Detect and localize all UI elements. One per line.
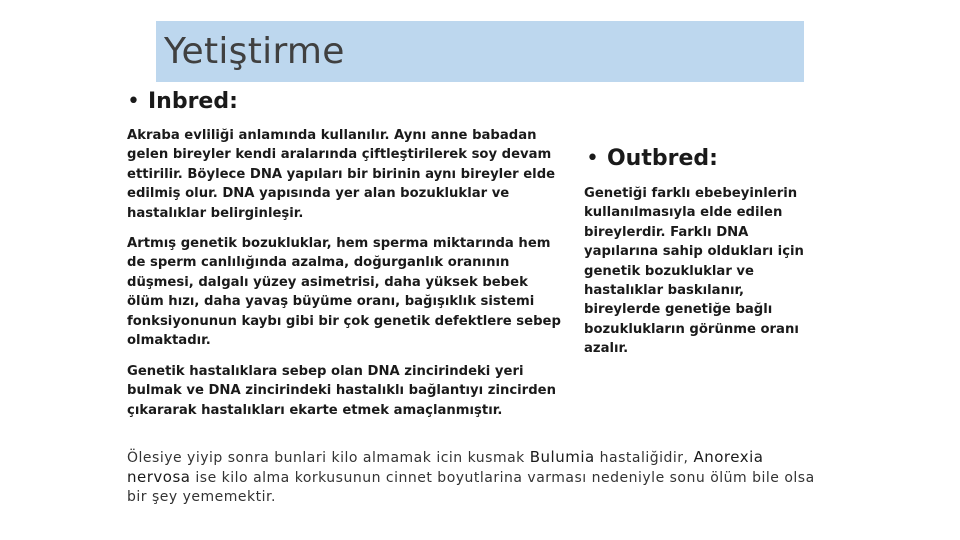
- bottom-note-part-1: Ölesiye yiyip sonra bunlari kilo almamak icin kusmak: [127, 450, 530, 466]
- slide-title: Yetiştirme: [164, 31, 345, 72]
- inbred-paragraph-1: Akraba evliliği anlamında kullanılır. Aynı anne babadan gelen bireyler kendi aralarında çiftleştirilerek soy devam ettirilir. Böylece DNA yapıları bir birinin aynı bireyler elde edilmiş olur. DNA yapısında yer alan bozukluklar ve hastalıklar belirginleşir.: [127, 128, 556, 221]
- bottom-note: [127, 448, 827, 507]
- outbred-heading: [586, 145, 718, 173]
- inbred-paragraph-2: Artmış genetik bozukluklar, hem sperma miktarında hem de sperm canlılığında azalma, doğurganlık oranının düşmesi, dalgalı yüzey asimetrisi, daha yüksek bebek ölüm hızı, daha yavaş büyüme oranı, bağışıklık sistemi fonksiyonunun kaybı gibi bir çok genetik defektlere sebep olmaktadır.: [127, 236, 561, 349]
- bottom-note-part-2: hastaliğidir,: [594, 450, 694, 466]
- inbred-paragraph-3: Genetik hastalıklara sebep olan DNA zincirindeki yeri bulmak ve DNA zincirindeki hastalıklı bağlantıyı zincirden çıkararak hastalıkları ekarte etmek amaçlanmıştır.: [127, 364, 556, 418]
- inbred-heading: [127, 88, 238, 116]
- inbred-heading-text: Inbred:: [147, 89, 238, 114]
- term-anorexia-nervosa: Anorexia nervosa: [127, 448, 764, 486]
- bullet-icon: •: [127, 89, 140, 114]
- title-bar: [156, 21, 804, 82]
- outbred-heading-text: Outbred:: [606, 146, 718, 171]
- bullet-icon: •: [586, 146, 599, 171]
- bottom-note-part-3: ise kilo alma korkusunun cinnet boyutlarina varması nedeniyle sonu ölüm bile olsa bir şey yememektir.: [127, 470, 815, 505]
- outbred-paragraph: Genetiği farklı ebebeyinlerin kullanılmasıyla elde edilen bireylerdir. Farklı DNA yapılarına sahip oldukları için genetik bozukluklar ve hastalıklar baskılanır, bireylerde genetiğe bağlı bozuklukların görünme oranı azalır.: [584, 186, 804, 357]
- term-bulimia: Bulumia: [529, 448, 595, 466]
